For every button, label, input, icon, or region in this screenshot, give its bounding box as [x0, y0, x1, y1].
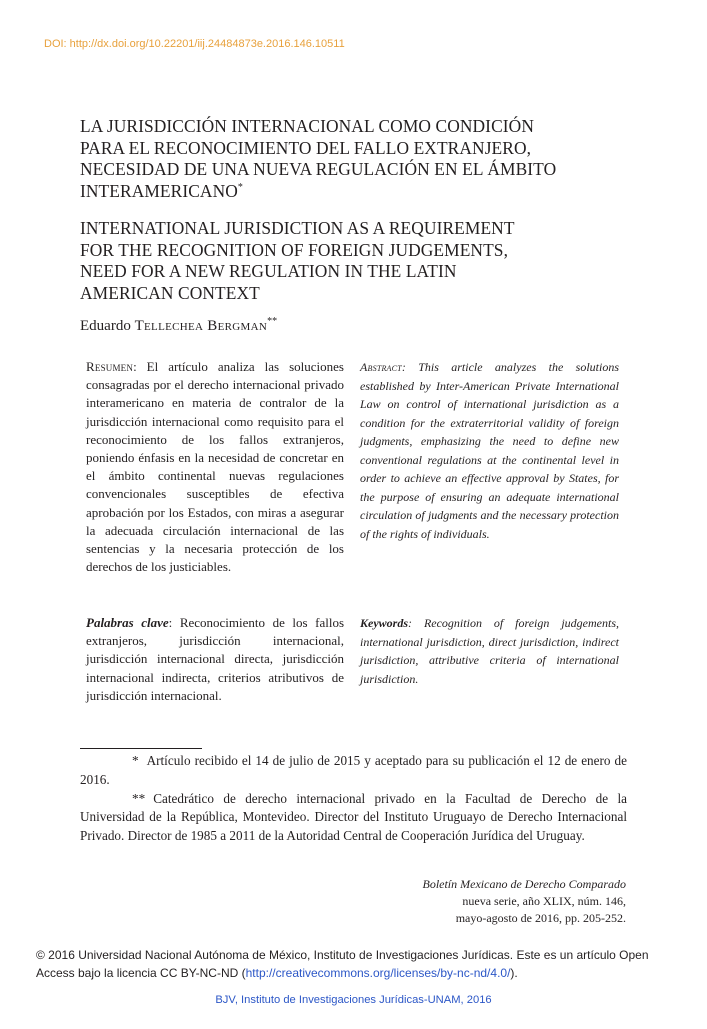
title-es-line: LA JURISDICCIÓN INTERNACIONAL COMO CONDICIÓN — [80, 116, 534, 136]
footnotes — [80, 752, 627, 846]
license-link[interactable]: http://creativecommons.org/licenses/by-nc-nd/4.0/ — [245, 966, 511, 980]
abstract-paragraph: Abstract: This article analyzes the solutions established by Inter-American Private International Law on control of international jurisdiction as a condition for the extraterritorial validity of foreign judgments, emphasizing the need to define new conventional regulations at the continental level in order to achieve an effective approval by States, for the purpose of ensuring an adequate international circulation of judgments and the necessary protection of the rights of individuals. — [360, 360, 619, 541]
author-last-name: Tellechea Bergman — [134, 318, 268, 334]
palabras-clave-label: Palabras clave — [86, 615, 169, 630]
resumen-text: El artículo analiza las soluciones consagradas por el derecho internacional privado interamericano en materia de contralor de la jurisdicción internacional como requisito para el reconocimiento de los fallos extranjeros, poniendo énfasis en la necesidad de concretar en el ámbito continental nuevas regulaciones convencionales susceptibles de efectiva aprobación por los Estados, con miras a asegurar la adecuada circulación internacional de las sentencias y la necesaria protección de los derechos de los justiciables. — [86, 359, 344, 575]
title-es-line — [80, 181, 640, 203]
author-footnote-mark[interactable]: ** — [267, 316, 278, 327]
title-en-line: FOR THE RECOGNITION OF FOREIGN JUDGEMENTS, — [80, 239, 509, 260]
author-name — [80, 318, 277, 335]
journal-name: Boletín Mexicano de Derecho Comparado — [422, 877, 626, 891]
title-es-last: INTERAMERICANO — [80, 180, 238, 201]
keywords-paragraph: Keywords: Recognition of foreign judgements, international jurisdiction, direct jurisdiction, indirect jurisdiction, attributive criteria of international jurisdiction. — [360, 616, 619, 686]
license-end: ). — [510, 966, 518, 980]
license-text: © 2016 Universidad Nacional Autónoma de México, Instituto de Investigaciones Jurídicas. Este es un artículo Open Access bajo la licencia CC BY-NC-ND ( — [36, 948, 649, 980]
footnote-text: Catedrático de derecho internacional privado en la Facultad de Derecho de la Universidad de la República, Montevideo. Director del Instituto Uruguayo de Derecho Internacional Privado. Director de 1985 a 2011 de la Autoridad Central de Cooperación Jurídica del Uruguay. — [80, 790, 627, 844]
palabras-clave-text: Reconocimiento de los fallos extranjeros, jurisdicción internacional, jurisdicción internacional directa, jurisdicción internacional indirecta, criterios atributivos de jurisdicción internacional. — [86, 615, 344, 703]
footnote-mark: * — [132, 753, 139, 768]
resumen-paragraph: Resumen: El artículo analiza las soluciones consagradas por el derecho internacional privado interamericano en materia de contralor de la jurisdicción internacional como requisito para el reconocimiento de los fallos extranjeros, poniendo énfasis en la necesidad de concretar en el ámbito continental nuevas regulaciones convencionales susceptibles de efectiva aprobación por los Estados, con miras a asegurar la adecuada circulación internacional de las sentencias y la necesaria protección de los derechos de los justiciables. — [86, 359, 344, 575]
journal-citation — [366, 876, 626, 928]
title-en-line: AMERICAN CONTEXT — [80, 282, 260, 303]
doi-link[interactable]: DOI: http://dx.doi.org/10.22201/iij.24484873e.2016.146.10511 — [44, 38, 345, 50]
keywords-label: Keywords — [360, 616, 408, 630]
title-spanish — [80, 116, 640, 202]
title-es-line: NECESIDAD DE UNA NUEVA REGULACIÓN EN EL ÁMBITO — [80, 159, 557, 179]
journal-pages: mayo-agosto de 2016, pp. 205-252. — [455, 911, 626, 926]
palabras-clave-paragraph: Palabras clave: Reconocimiento de los fallos extranjeros, jurisdicción internacional, jurisdicción internacional directa, jurisdicción internacional indirecta, criterios atributivos de jurisdicción internacional. — [86, 615, 344, 703]
footnote-text: Artículo recibido el 14 de julio de 2015 y aceptado para su publicación el 12 de enero de 2016. — [80, 753, 627, 787]
page-footer[interactable]: BJV, Instituto de Investigaciones Jurídicas-UNAM, 2016 — [215, 994, 492, 1006]
title-en-line: INTERNATIONAL JURISDICTION AS A REQUIREMENT — [80, 218, 515, 238]
title-es-line: PARA EL RECONOCIMIENTO DEL FALLO EXTRANJERO, — [80, 137, 532, 158]
abstract-label: Abstract — [360, 360, 402, 374]
footnote-mark: ** — [132, 790, 146, 806]
journal-issue: nueva serie, año XLIX, núm. 146, — [462, 894, 626, 909]
resumen-label: Resumen — [86, 359, 134, 374]
abstract-text: This article analyzes the solutions established by Inter-American Private International Law on control of international jurisdiction as a condition for the extraterritorial validity of foreign judgments, emphasizing the need to define new conventional regulations at the continental level in order to achieve an effective approval by States, for the purpose of ensuring an adequate international circulation of judgments and the necessary protection of the rights of individuals. — [360, 360, 619, 541]
keywords-text: Recognition of foreign judgements, international jurisdiction, direct jurisdiction, indirect jurisdiction, attributive criteria of international jurisdiction. — [360, 616, 619, 686]
footnote-item — [80, 752, 627, 790]
author-first-name: Eduardo — [80, 318, 131, 334]
license-notice — [36, 946, 676, 982]
title-en-line: NEED FOR A NEW REGULATION IN THE LATIN — [80, 261, 457, 281]
title-footnote-mark[interactable]: * — [237, 181, 244, 193]
title-english — [80, 218, 640, 304]
footnote-divider — [80, 748, 202, 749]
footnote-item — [80, 790, 627, 846]
